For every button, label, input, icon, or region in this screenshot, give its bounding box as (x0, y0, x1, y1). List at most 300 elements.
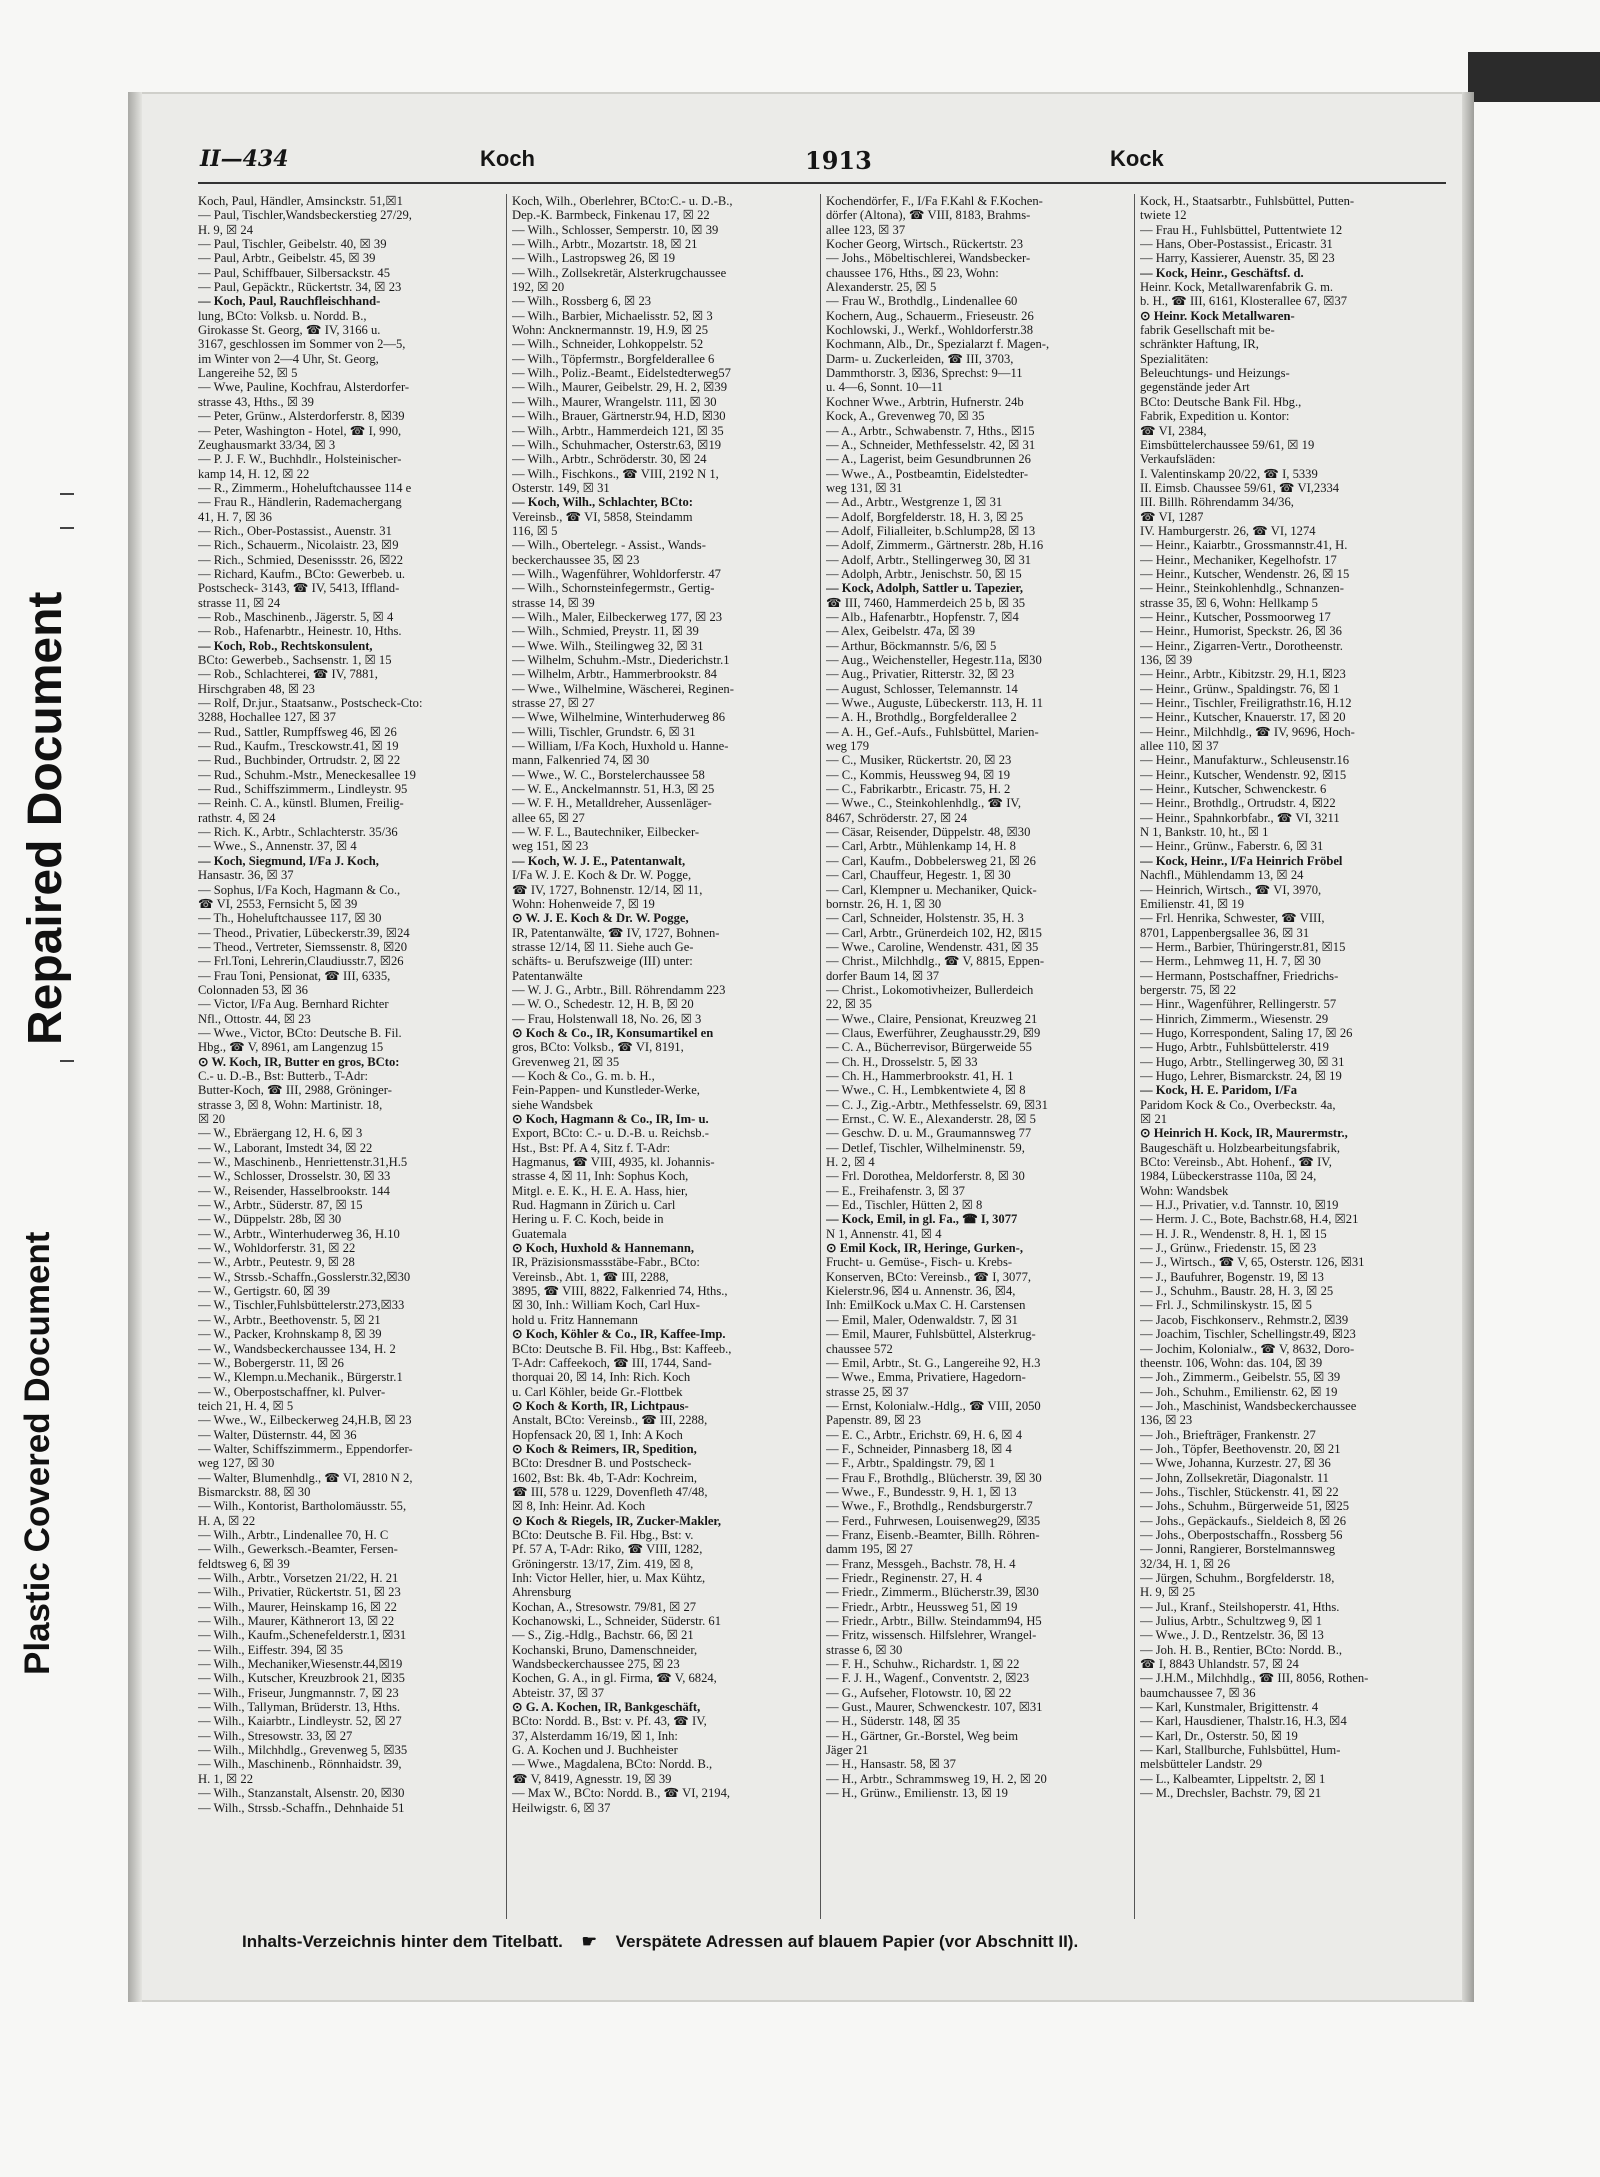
directory-entry: — C., Fabrikarbtr., Ericastr. 75, H. 2 (826, 782, 1011, 797)
directory-entry: — Ferd., Fuhrwesen, Louisenweg29, ☒35 (826, 1513, 1041, 1528)
directory-entry: — Wilh., Maschinenb., Rönnhaidstr. 39, (198, 1757, 402, 1772)
directory-entry: — Wwe, Pauline, Kochfrau, Alsterdorfer- (198, 380, 410, 395)
directory-entry: bergerstr. 75, ☒ 22 (1140, 982, 1237, 997)
directory-entry: — W., Maschinenb., Henriettenstr.31,H.5 (198, 1155, 408, 1170)
directory-entry: — Joachim, Tischler, Schellingstr.49, ☒23 (1140, 1327, 1356, 1342)
directory-entry: Langereihe 52, ☒ 5 (198, 366, 298, 381)
directory-entry: u. Carl Köhler, beide Gr.-Flottbek (512, 1384, 683, 1399)
directory-entry: — Aug., Privatier, Ritterstr. 32, ☒ 23 (826, 667, 1015, 682)
directory-entry: Ahrensburg (512, 1585, 572, 1600)
directory-entry: H. 9, ☒ 24 (198, 222, 254, 237)
directory-entry: — Emil, Arbtr., St. G., Langereihe 92, H.3 (826, 1355, 1041, 1370)
directory-entry: — Harry, Kassierer, Auenstr. 35, ☒ 23 (1140, 251, 1335, 266)
directory-entry: — W., Tischler,Fuhlsbüttelerstr.273,☒33 (198, 1298, 405, 1313)
directory-entry: — Frau, Holstenwall 18, No. 26, ☒ 3 (512, 1011, 702, 1026)
directory-entry: Wohn: Ancknermannstr. 19, H.9, ☒ 25 (512, 323, 709, 338)
directory-entry: Emilienstr. 41, ☒ 19 (1140, 896, 1244, 911)
directory-entry: Frucht- u. Gemüse-, Fisch- u. Krebs- (826, 1255, 1013, 1270)
directory-entry: — Frl.Toni, Lehrerin,Claudiusstr.7, ☒26 (198, 954, 404, 969)
directory-entry: — Ch. H., Hammerbrookstr. 41, H. 1 (826, 1068, 1014, 1083)
directory-entry: — Ernst., C. W. E., Alexanderstr. 28, ☒ 5 (826, 1112, 1036, 1126)
directory-entry: allee 65, ☒ 27 (512, 810, 585, 825)
directory-entry: — Friedr., Zimmerm., Blücherstr.39, ☒30 (826, 1585, 1039, 1600)
directory-entry: Paridom Kock & Co., Overbeckstr. 4a, (1140, 1097, 1336, 1112)
directory-entry: — Hinrich, Zimmerm., Wiesenstr. 29 (1140, 1011, 1329, 1026)
directory-entry: — Wilh., Zollsekretär, Alsterkrugchaussee (512, 265, 727, 280)
directory-entry: — Peter, Washington - Hotel, ☎ I, 990, (198, 423, 402, 438)
directory-entry: Eimsbüttelerchaussee 59/61, ☒ 19 (1140, 437, 1315, 452)
directory-entry: Wandsbeckerchaussee 275, ☒ 23 (512, 1657, 680, 1672)
directory-entry: — Wilhelm, Schuhm.-Mstr., Diederichstr.1 (512, 653, 730, 667)
directory-entry: b. H., ☎ III, 6161, Klosterallee 67, ☒37 (1140, 294, 1348, 309)
directory-column-3 (826, 194, 1124, 1919)
page-edge-left (128, 92, 142, 2002)
directory-entry: — Kock, Adolph, Sattler u. Tapezier, (826, 581, 1023, 596)
directory-entry: — W., Wohldorferstr. 31, ☒ 22 (198, 1241, 356, 1256)
directory-entry: Kochern, Aug., Schauerm., Frieseustr. 26 (826, 308, 1034, 323)
directory-entry: — Johs., Möbeltischlerei, Wandsbecker- (826, 251, 1031, 266)
directory-entry: bornstr. 26, H. 1, ☒ 30 (826, 896, 942, 911)
directory-entry: 3895, ☎ VIII, 8822, Falkenried 74, Hths., (512, 1284, 728, 1299)
directory-entry: — Heinr., Steinkohlenhdlg., Schnanzen- (1140, 581, 1344, 596)
directory-entry: — Wilh., Maler, Eilbeckerweg 177, ☒ 23 (512, 609, 723, 624)
tick-mark (60, 1060, 74, 1062)
directory-entry: ⊙ Koch & Reimers, IR, Spedition, (512, 1441, 697, 1456)
directory-entry: — Heinr., Brothdlg., Ortrudstr. 4, ☒22 (1140, 796, 1336, 811)
directory-entry: BCto: Vereinsb., Abt. Hohenf., ☎ IV, (1140, 1155, 1332, 1170)
directory-entry: — Wwe., Auguste, Lübeckerstr. 113, H. 11 (826, 696, 1044, 711)
directory-entry: — Walter, Düsternstr. 44, ☒ 36 (198, 1427, 357, 1442)
directory-entry: — Rob., Hafenarbtr., Heinestr. 10, Hths. (198, 624, 402, 639)
directory-entry: — Wwe., A., Postbeamtin, Eidelstedter- (826, 466, 1029, 481)
directory-entry: — Frau Toni, Pensionat, ☎ III, 6335, (198, 968, 391, 983)
directory-entry: — August, Schlosser, Telemannstr. 14 (826, 681, 1018, 696)
directory-entry: — J., Baufuhrer, Bogenstr. 19, ☒ 13 (1140, 1269, 1324, 1284)
directory-entry: — John, Zollsekretär, Diagonalstr. 11 (1140, 1470, 1329, 1485)
directory-entry: Girokasse St. Georg, ☎ IV, 3166 u. (198, 323, 381, 338)
directory-entry: — Heinr., Kutscher, Schwenckestr. 6 (1140, 782, 1327, 797)
directory-entry: H. 1, ☒ 22 (198, 1771, 254, 1786)
directory-entry: — Rud., Schiffszimmerm., Lindleystr. 95 (198, 782, 408, 797)
directory-entry: — Wilh., Maurer, Wrangelstr. 111, ☒ 30 (512, 394, 717, 409)
directory-entry: Mitgl. e. E. K., H. E. A. Hass, hier, (512, 1183, 688, 1198)
directory-entry: — Joh., Maschinist, Wandsbeckerchaussee (1140, 1398, 1357, 1413)
directory-entry: — Kock, H. E. Paridom, I/Fa (1140, 1083, 1298, 1098)
directory-entry: — W., Bobergerstr. 11, ☒ 26 (198, 1355, 344, 1370)
directory-entry: — Koch & Co., G. m. b. H., (512, 1068, 655, 1083)
directory-entry: — Franz, Messgeh., Bachstr. 78, H. 4 (826, 1556, 1016, 1571)
directory-entry: — A., Lagerist, beim Gesundbrunnen 26 (826, 452, 1031, 467)
directory-entry: — W., Arbtr., Winterhuderweg 36, H.10 (198, 1226, 400, 1241)
directory-entry: — H., Süderstr. 148, ☒ 35 (826, 1714, 961, 1729)
directory-entry: — Rud., Sattler, Rumpffsweg 46, ☒ 26 (198, 724, 397, 739)
directory-entry: damm 195, ☒ 27 (826, 1542, 913, 1557)
directory-entry: — C., Musiker, Rückertstr. 20, ☒ 23 (826, 753, 1012, 768)
directory-entry: ⊙ Emil Kock, IR, Heringe, Gurken-, (826, 1241, 1024, 1256)
directory-entry: twiete 12 (1140, 208, 1187, 223)
header-name-right: Kock (1110, 146, 1164, 171)
directory-entry: — Frau W., Brothdlg., Lindenallee 60 (826, 294, 1018, 309)
directory-entry: — Karl, Kunstmaler, Brigittenstr. 4 (1140, 1700, 1319, 1715)
directory-entry: mann, Falkenried 74, ☒ 30 (512, 753, 650, 768)
directory-entry: — A. H., Gef.-Aufs., Fuhlsbüttel, Marien- (826, 724, 1039, 739)
directory-entry: H. 2, ☒ 4 (826, 1155, 875, 1170)
tick-mark (60, 493, 74, 495)
directory-column-1 (198, 194, 496, 1919)
directory-entry: — Wilh., Maurer, Käthnerort 13, ☒ 22 (198, 1614, 395, 1629)
directory-entry: — Emil, Maurer, Fuhlsbüttel, Alsterkrug- (826, 1327, 1036, 1342)
directory-entry: gros, BCto: Volksb., ☎ VI, 8191, (512, 1040, 684, 1055)
directory-entry: — Rich., Schmied, Desenissstr. 26, ☒22 (198, 552, 404, 567)
directory-entry: — W., Oberpostschaffner, kl. Pulver- (198, 1384, 386, 1399)
directory-entry: Hst., Bst: Pf. A 4, Sitz f. T-Adr: (512, 1140, 671, 1155)
directory-entry: — W., Schlosser, Drosselstr. 30, ☒ 33 (198, 1169, 391, 1184)
directory-entry: I/Fa W. J. E. Koch & Dr. W. Pogge, (512, 868, 692, 883)
directory-entry: — Th., Hoheluftchaussee 117, ☒ 30 (198, 911, 382, 926)
directory-entry: ☒ 20 (198, 1112, 226, 1126)
directory-entry: — Wilh., Stresowstr. 33, ☒ 27 (198, 1728, 353, 1743)
directory-entry: — Rob., Maschinenb., Jägerstr. 5, ☒ 4 (198, 609, 394, 624)
directory-entry: — Wwe., Claire, Pensionat, Kreuzweg 21 (826, 1011, 1038, 1026)
directory-entry: — Wwe., F., Brothdlg., Rendsburgerstr.7 (826, 1499, 1033, 1514)
directory-entry: — Walter, Blumenhdlg., ☎ VI, 2810 N 2, (198, 1470, 413, 1485)
directory-entry: — F. J. H., Wagenf., Conventstr. 2, ☒23 (826, 1671, 1030, 1686)
directory-entry: Darm- u. Zuckerleiden, ☎ III, 3703, (826, 351, 1014, 366)
directory-entry: — Heinr., Mechaniker, Kegelhofstr. 17 (1140, 552, 1337, 567)
directory-entry: — Carl, Arbtr., Mühlenkamp 14, H. 8 (826, 839, 1016, 854)
directory-entry: 37, Alsterdamm 16/19, ☒ 1, Inh: (512, 1728, 678, 1743)
directory-entry: — Carl, Chauffeur, Hegestr. 1, ☒ 30 (826, 868, 1011, 883)
directory-entry: — A. H., Brothdlg., Borgfelderallee 2 (826, 710, 1017, 725)
directory-entry: — Wilh., Kaiarbtr., Lindleystr. 52, ☒ 27 (198, 1714, 402, 1729)
directory-entry: strasse 27, ☒ 27 (512, 696, 595, 711)
directory-entry: — Heinr., Manufakturw., Schleusenstr.16 (1140, 753, 1350, 768)
directory-entry: thorquai 20, ☒ 14, Inh: Rich. Koch (512, 1370, 691, 1385)
directory-entry: — Paul, Arbtr., Geibelstr. 45, ☒ 39 (198, 251, 376, 266)
directory-entry: Inh: EmilKock u.Max C. H. Carstensen (826, 1298, 1026, 1313)
directory-entry: — Heinr., Spahnkorbfabr., ☎ VI, 3211 (1140, 810, 1340, 825)
directory-entry: — Theod., Privatier, Lübeckerstr.39, ☒24 (198, 925, 410, 940)
directory-entry: — Wilh., Töpfermstr., Borgfelderallee 6 (512, 351, 715, 366)
directory-entry: Kocher Georg, Wirtsch., Rückertstr. 23 (826, 237, 1023, 252)
directory-entry: ☎ III, 7460, Hammerdeich 25 b, ☒ 35 (826, 595, 1026, 610)
directory-entry: — Johs., Gepäckaufs., Sieldeich 8, ☒ 26 (1140, 1513, 1347, 1528)
directory-entry: 41, H. 7, ☒ 36 (198, 509, 272, 524)
directory-entry: dorfer Baum 14, ☒ 37 (826, 968, 940, 983)
directory-entry: — L., Kalbeamter, Lippeltstr. 2, ☒ 1 (1140, 1771, 1326, 1786)
directory-entry: Pf. 57 A, T-Adr: Riko, ☎ VIII, 1282, (512, 1542, 703, 1557)
directory-entry: — F., Arbtr., Spaldingstr. 79, ☒ 1 (826, 1456, 996, 1471)
directory-entry: — Wilh., Kutscher, Kreuzbrook 21, ☒35 (198, 1671, 405, 1686)
directory-entry: — Wwe., W., Eilbeckerweg 24,H.B, ☒ 23 (198, 1413, 412, 1428)
directory-entry: — Wilh., Schmied, Preystr. 11, ☒ 39 (512, 624, 699, 639)
directory-entry: ⊙ Koch & Korth, IR, Lichtpaus- (512, 1398, 689, 1413)
directory-entry: ☒ 8, Inh: Heinr. Ad. Koch (512, 1499, 646, 1514)
directory-entry: Alexanderstr. 25, ☒ 5 (826, 280, 937, 295)
directory-entry: — Carl, Schneider, Holstenstr. 35, H. 3 (826, 911, 1024, 926)
directory-entry: — Victor, I/Fa Aug. Bernhard Richter (198, 997, 389, 1012)
directory-entry: — Wilh., Barbier, Michaelisstr. 52, ☒ 3 (512, 308, 713, 323)
directory-entry: — Heinr., Arbtr., Kibitzstr. 29, H.1, ☒23 (1140, 667, 1346, 682)
directory-entry: ☎ V, 8419, Agnesstr. 19, ☒ 39 (512, 1771, 672, 1786)
directory-entry: — W., Klempn.u.Mechanik., Bürgerstr.1 (198, 1370, 403, 1385)
directory-entry: weg 131, ☒ 31 (826, 480, 903, 495)
directory-entry: — E., Freihafenstr. 3, ☒ 37 (826, 1183, 965, 1198)
directory-entry: — Sophus, I/Fa Koch, Hagmann & Co., (198, 882, 401, 897)
directory-entry: — Kock, Emil, in gl. Fa., ☎ I, 3077 (826, 1212, 1018, 1227)
directory-entry: — Friedr., Arbtr., Billw. Steindamm94, H5 (826, 1614, 1042, 1629)
directory-entry: — Rich. K., Arbtr., Schlachterstr. 35/36 (198, 825, 398, 840)
directory-entry: — W., Packer, Krohnskamp 8, ☒ 39 (198, 1327, 382, 1342)
directory-entry: Zeughausmarkt 33/34, ☒ 3 (198, 437, 336, 452)
directory-entry: BCto: Dresdner B. und Postscheck- (512, 1456, 692, 1471)
directory-entry: — Wilh., Lastropsweg 26, ☒ 19 (512, 251, 676, 266)
directory-entry: — Cäsar, Reisender, Düppelstr. 48, ☒30 (826, 825, 1031, 840)
directory-entry: — Carl, Klempner u. Mechaniker, Quick- (826, 882, 1037, 897)
directory-entry: strasse 35, ☒ 6, Wohn: Hellkamp 5 (1140, 595, 1318, 610)
directory-entry: — Ed., Tischler, Hütten 2, ☒ 8 (826, 1198, 983, 1213)
directory-entry: — Alb., Hafenarbtr., Hopfenstr. 7, ☒4 (826, 609, 1019, 624)
directory-entry: — Wilh., Brauer, Gärtnerstr.94, H.D, ☒30 (512, 409, 726, 424)
directory-entry: — Wilhelm, Arbtr., Hammerbrookstr. 84 (512, 667, 717, 682)
directory-entry: — Walter, Schiffszimmerm., Eppendorfer- (198, 1441, 413, 1456)
directory-entry: Hopfensack 20, ☒ 1, Inh: A Koch (512, 1427, 683, 1442)
directory-entry: II. Eimsb. Chaussee 59/61, ☎ VI,2334 (1140, 480, 1340, 495)
directory-entry: — Willi, Tischler, Grundstr. 6, ☒ 31 (512, 724, 696, 739)
directory-entry: Wohn: Hohenweide 7, ☒ 19 (512, 896, 655, 911)
directory-entry: ⊙ Koch, Hagmann & Co., IR, Im- u. (512, 1112, 709, 1126)
repaired-document-label: Repaired Document (19, 591, 72, 1045)
directory-entry: — Wilh., Privatier, Rückertstr. 51, ☒ 23 (198, 1585, 401, 1600)
page-header (200, 146, 1450, 182)
directory-entry: Patentanwälte (512, 968, 583, 983)
directory-entry: — Paul, Gepäcktr., Rückertstr. 34, ☒ 23 (198, 280, 402, 295)
directory-entry: 8467, Schröderstr. 27, ☒ 24 (826, 810, 968, 825)
directory-entry: — A., Arbtr., Schwabenstr. 7, Hths., ☒15 (826, 423, 1035, 438)
page-edge-right (1462, 92, 1474, 2002)
directory-entry: Nfl., Ottostr. 44, ☒ 23 (198, 1011, 311, 1026)
directory-entry: — H. J. R., Wendenstr. 8, H. 1, ☒ 15 (1140, 1226, 1327, 1241)
directory-entry: G. A. Kochen und J. Buchheister (512, 1743, 678, 1758)
directory-entry: dörfer (Altona), ☎ VIII, 8183, Brahms- (826, 208, 1031, 223)
directory-entry: — W. O., Schedestr. 12, H. B, ☒ 20 (512, 997, 694, 1012)
directory-entry: I. Valentinskamp 20/22, ☎ I, 5339 (1140, 466, 1318, 481)
directory-entry: — Joh., Zimmerm., Geibelstr. 55, ☒ 39 (1140, 1370, 1341, 1385)
directory-entry: chaussee 572 (826, 1341, 893, 1356)
directory-entry: Spezialitäten: (1140, 351, 1209, 366)
directory-entry: — Wilh., Tallyman, Brüderstr. 13, Hths. (198, 1700, 401, 1715)
directory-entry: melsbütteler Landstr. 29 (1140, 1757, 1263, 1772)
directory-entry: — C., Kommis, Heussweg 94, ☒ 19 (826, 767, 1011, 782)
directory-entry: Kochen, G. A., in gl. Firma, ☎ V, 6824, (512, 1671, 717, 1686)
directory-entry: ⊙ Heinr. Kock Metallwaren- (1140, 308, 1295, 323)
directory-entry: — Heinr., Grünw., Faberstr. 6, ☒ 31 (1140, 839, 1324, 854)
directory-entry: Heinr. Kock, Metallwarenfabrik G. m. (1140, 280, 1334, 295)
directory-entry: BCto: Nordd. B., Bst: v. Pf. 43, ☎ IV, (512, 1714, 707, 1729)
directory-entry: Beleuchtungs- und Heizungs- (1140, 366, 1290, 381)
directory-entry: — C. J., Zig.-Arbtr., Methfesselstr. 69, ☒31 (826, 1097, 1048, 1112)
directory-entry: — Adolf, Arbtr., Stellingerweg 30, ☒ 31 (826, 552, 1032, 567)
directory-entry: — Wwe., S., Annenstr. 37, ☒ 4 (198, 839, 357, 854)
directory-entry: ☎ VI, 2553, Fernsicht 5, ☒ 39 (198, 896, 358, 911)
directory-entry: — Wilh., Kontorist, Bartholomäusstr. 55, (198, 1499, 407, 1514)
directory-entry: — Karl, Hausdiener, Thalstr.16, H.3, ☒4 (1140, 1714, 1347, 1729)
directory-entry: — Joh. H. B., Rentier, BCto: Nordd. B., (1140, 1642, 1343, 1657)
directory-entry: — Frau R., Händlerin, Rademachergang (198, 495, 402, 510)
directory-entry: — W., Arbtr., Süderstr. 87, ☒ 15 (198, 1198, 363, 1213)
directory-entry: Baugeschäft u. Holzbearbeitungsfabrik, (1140, 1140, 1341, 1155)
directory-entry: — Wwe, Wilhelmine, Winterhuderweg 86 (512, 710, 726, 725)
directory-entry: ⊙ W. Koch, IR, Butter en gros, BCto: (198, 1054, 400, 1069)
directory-entry: — J.H.M., Milchhdlg., ☎ III, 8056, Rothen- (1140, 1671, 1369, 1686)
directory-entry: — Wwe., Victor, BCto: Deutsche B. Fil. (198, 1025, 402, 1040)
directory-entry: — Karl, Stallburche, Fuhlsbüttel, Hum- (1140, 1743, 1341, 1758)
directory-entry: — Wilh., Kaufm.,Schenefelderstr.1, ☒31 (198, 1628, 407, 1643)
directory-entry: siehe Wandsbek (512, 1097, 593, 1112)
directory-entry: — Wwe., W. C., Borstelerchaussee 58 (512, 767, 705, 782)
directory-entry: — W., Arbtr., Beethovenstr. 5, ☒ 21 (198, 1312, 381, 1327)
directory-entry: — Heinrich, Wirtsch., ☎ VI, 3970, (1140, 882, 1322, 897)
directory-entry: — Hugo, Arbtr., Stellingerweg 30, ☒ 31 (1140, 1054, 1345, 1069)
directory-entry: Rud. Hagmann in Zürich u. Carl (512, 1198, 676, 1213)
directory-entry: Hansastr. 36, ☒ 37 (198, 868, 294, 883)
directory-entry: — F. H., Schuhw., Richardstr. 1, ☒ 22 (826, 1657, 1020, 1672)
directory-entry: — Rich., Ober-Postassist., Auenstr. 31 (198, 523, 392, 538)
directory-entry: strasse 43, Hths., ☒ 39 (198, 394, 314, 409)
directory-entry: Anstalt, BCto: Vereinsb., ☎ III, 2288, (512, 1413, 708, 1428)
directory-entry: Papenstr. 89, ☒ 23 (826, 1413, 921, 1428)
directory-entry: — W., Düppelstr. 28b, ☒ 30 (198, 1212, 342, 1227)
directory-entry: — Wilh., Strssb.-Schaffn., Dehnhaide 51 (198, 1800, 405, 1815)
directory-entry: Kochendörfer, F., I/Fa F.Kahl & F.Kochen- (826, 194, 1043, 208)
directory-entry: — Johs., Tischler, Stückenstr. 41, ☒ 22 (1140, 1484, 1339, 1499)
directory-entry: weg 179 (826, 739, 870, 754)
directory-entry: strasse 12/14, ☒ 11. Siehe auch Ge- (512, 939, 694, 954)
directory-entry: schränkter Haftung, IR, (1140, 337, 1259, 352)
directory-entry: ⊙ G. A. Kochen, IR, Bankgeschäft, (512, 1700, 701, 1715)
directory-entry: Nachfl., Mühlendamm 13, ☒ 24 (1140, 868, 1304, 883)
directory-entry: — Richard, Kaufm., BCto: Gewerbeb. u. (198, 566, 406, 581)
directory-entry: — J., Schuhm., Baustr. 28, H. 3, ☒ 25 (1140, 1284, 1334, 1299)
directory-entry: Kochmann, Alb., Dr., Spezialarzt f. Magen-, (826, 337, 1050, 352)
directory-entry: — Friedr., Arbtr., Heussweg 51, ☒ 19 (826, 1599, 1018, 1614)
directory-entry: — Reinh. C. A., künstl. Blumen, Freilig- (198, 796, 404, 811)
directory-entry: Wohn: Wandsbek (1140, 1183, 1229, 1198)
directory-entry: Kock, A., Grevenweg 70, ☒ 35 (826, 409, 985, 424)
directory-entry: — Heinr., Milchhdlg., ☎ IV, 9696, Hoch- (1140, 724, 1355, 739)
directory-entry: Inh: Victor Heller, hier, u. Max Kühtz, (512, 1571, 706, 1585)
directory-entry: — Wilh., Milchhdlg., Grevenweg 5, ☒35 (198, 1743, 408, 1758)
directory-entry: 116, ☒ 5 (512, 523, 558, 538)
directory-entry: — Kock, Heinr., I/Fa Heinrich Fröbel (1140, 853, 1343, 868)
directory-entry: — Johs., Oberpostschaffn., Rossberg 56 (1140, 1527, 1343, 1542)
directory-entry: — Wilh., Stanzanstalt, Alsenstr. 20, ☒30 (198, 1786, 405, 1801)
directory-entry: — Wilh., Eiffestr. 394, ☒ 35 (198, 1642, 343, 1657)
directory-entry: — C. A., Bücherrevisor, Bürgerweide 55 (826, 1040, 1032, 1055)
directory-entry: — Frl. J., Schmilinskystr. 15, ☒ 5 (1140, 1298, 1312, 1313)
directory-entry: — Detlef, Tischler, Wilhelminenstr. 59, (826, 1140, 1025, 1155)
directory-entry: — M., Drechsler, Bachstr. 79, ☒ 21 (1140, 1786, 1322, 1801)
directory-entry: weg 151, ☒ 23 (512, 839, 589, 854)
directory-entry: — Wilh., Arbtr., Schröderstr. 30, ☒ 24 (512, 452, 707, 467)
directory-entry: strasse 14, ☒ 39 (512, 595, 595, 610)
directory-entry: BCto: Deutsche Bank Fil. Hbg., (1140, 394, 1302, 409)
directory-entry: — Friedr., Reginenstr. 27, H. 4 (826, 1571, 983, 1585)
directory-entry: — Gust., Maurer, Schwenckestr. 107, ☒31 (826, 1700, 1043, 1715)
directory-entry: — Rud., Schuhm.-Mstr., Meneckesallee 19 (198, 767, 416, 782)
directory-columns (198, 194, 1448, 1919)
directory-entry: — Jochim, Kolonialw., ☎ V, 8632, Doro- (1140, 1341, 1355, 1356)
directory-entry: — Arthur, Böckmannstr. 5/6, ☒ 5 (826, 638, 997, 653)
directory-entry: — Hermann, Postschaffner, Friedrichs- (1140, 968, 1339, 983)
directory-entry: — F., Schneider, Pinnasberg 18, ☒ 4 (826, 1441, 1012, 1456)
directory-entry: hold u. Fritz Hannemann (512, 1312, 638, 1327)
directory-entry: Hirschgraben 48, ☒ 23 (198, 681, 315, 696)
directory-entry: — Rud., Buchbinder, Ortrudstr. 2, ☒ 22 (198, 753, 401, 768)
directory-entry: ☎ III, 578 u. 1229, Dovenfleth 47/48, (512, 1484, 708, 1499)
directory-entry: Gröningerstr. 13/17, Zim. 419, ☒ 8, (512, 1556, 694, 1571)
directory-entry: — Wwe., F., Bundesstr. 9, H. 1, ☒ 13 (826, 1484, 1017, 1499)
directory-entry: — Wilh., Arbtr., Lindenallee 70, H. C (198, 1527, 389, 1542)
directory-entry: — Wwe, Johanna, Kurzestr. 27, ☒ 36 (1140, 1456, 1331, 1471)
directory-entry: — Joh., Schuhm., Emilienstr. 62, ☒ 19 (1140, 1384, 1338, 1399)
directory-entry: — W., Wandsbeckerchaussee 134, H. 2 (198, 1341, 396, 1356)
directory-entry: — Heinr., Kutscher, Wendenstr. 26, ☒ 15 (1140, 566, 1350, 581)
directory-entry: 192, ☒ 20 (512, 280, 565, 295)
directory-entry: — W., Gertigstr. 60, ☒ 39 (198, 1284, 330, 1299)
directory-entry: — Rolf, Dr.jur., Staatsanw., Postscheck-Cto: (198, 696, 423, 711)
directory-entry: Hagmanus, ☎ VIII, 4935, kl. Johannis- (512, 1155, 715, 1170)
directory-entry: — Wilh., Rossberg 6, ☒ 23 (512, 294, 652, 309)
directory-entry: ⊙ W. J. E. Koch & Dr. W. Pogge, (512, 911, 689, 926)
directory-entry: Konserven, BCto: Vereinsb., ☎ I, 3077, (826, 1269, 1032, 1284)
directory-entry: — W. J. G., Arbtr., Bill. Röhrendamm 223 (512, 982, 726, 997)
directory-entry: N 1, Annenstr. 41, ☒ 4 (826, 1226, 942, 1241)
directory-entry: — Hans, Ober-Postassist., Ericastr. 31 (1140, 237, 1333, 252)
directory-entry: beckerchaussee 35, ☒ 23 (512, 552, 640, 567)
directory-entry: — G., Aufseher, Flotowstr. 10, ☒ 22 (826, 1685, 1012, 1700)
header-rule (198, 182, 1446, 184)
directory-entry: allee 110, ☒ 37 (1140, 739, 1219, 754)
directory-entry: — Wilh., Poliz.-Beamt., Eidelstedterweg57 (512, 366, 731, 381)
directory-entry: Kock, H., Staatsarbtr., Fuhlsbüttel, Putten- (1140, 194, 1355, 208)
directory-entry: Postscheck- 3143, ☎ IV, 5413, Iffland- (198, 581, 400, 596)
directory-entry: — Rob., Schlachterei, ☎ IV, 7881, (198, 667, 378, 682)
directory-entry: — H.J., Privatier, v.d. Tannstr. 10, ☒19 (1140, 1198, 1339, 1213)
directory-entry: — Carl, Arbtr., Grünerdeich 102, H2, ☒15 (826, 925, 1042, 940)
directory-entry: — Adolf, Zimmerm., Gärtnerstr. 28b, H.16 (826, 538, 1044, 553)
directory-entry: — Wilh., Arbtr., Vorsetzen 21/22, H. 21 (198, 1571, 399, 1585)
directory-entry: — Wilh., Arbtr., Hammerdeich 121, ☒ 35 (512, 423, 724, 438)
directory-entry: BCto: Gewerbeb., Sachsenstr. 1, ☒ 15 (198, 653, 392, 667)
directory-entry: — Heinr., Kutscher, Possmoorweg 17 (1140, 609, 1331, 624)
directory-entry: — Frau H., Fuhlsbüttel, Puttentwiete 12 (1140, 222, 1343, 237)
directory-entry: — Joh., Briefträger, Frankenstr. 27 (1140, 1427, 1316, 1442)
directory-entry: — H., Hansastr. 58, ☒ 37 (826, 1757, 956, 1772)
directory-entry: — Emil, Maler, Odenwaldstr. 7, ☒ 31 (826, 1312, 1018, 1327)
directory-entry: — Franz, Eisenb.-Beamter, Billh. Röhren- (826, 1527, 1040, 1542)
directory-entry: — Wwe., C., Steinkohlenhdlg., ☎ IV, (826, 796, 1022, 811)
directory-entry: — Ch. H., Drosselstr. 5, ☒ 33 (826, 1054, 978, 1069)
directory-entry: — Herm., Lehmweg 11, H. 7, ☒ 30 (1140, 954, 1321, 969)
directory-entry: — Aug., Weichensteller, Hegestr.11a, ☒30 (826, 653, 1042, 667)
directory-entry: ☎ I, 8843 Uhlandstr. 57, ☒ 24 (1140, 1657, 1299, 1672)
directory-entry: — Johs., Schuhm., Bürgerweide 51, ☒25 (1140, 1499, 1350, 1514)
directory-entry: Dammthorstr. 3, ☒36, Sprechst: 9—11 (826, 366, 1023, 381)
directory-entry: — Heinr., Kutscher, Wendenstr. 92, ☒15 (1140, 767, 1347, 782)
directory-entry: 3167, geschlossen im Sommer von 2—5, (198, 337, 406, 352)
directory-entry: — Adolf, Filialleiter, b.Schlump28, ☒ 13 (826, 523, 1036, 538)
